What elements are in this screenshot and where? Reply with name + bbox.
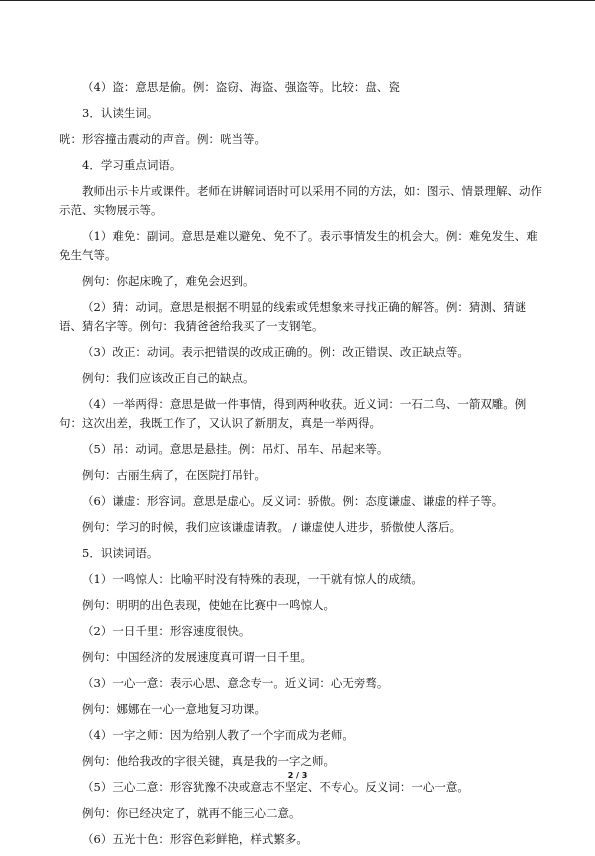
example-sentence: 例句：我们应该改正自己的缺点。: [82, 371, 255, 385]
paragraph-line: （5）吊：动词。意思是悬挂。例：吊灯、吊车、吊起来等。: [82, 442, 389, 456]
paragraph-line: （5）三心二意：形容犹豫不决或意志不坚定、不专心。反义词：一心一意。: [82, 780, 469, 794]
paragraph-line: （1）一鸣惊人：比喻平时没有特殊的表现，一干就有惊人的成绩。: [82, 572, 423, 586]
example-sentence: 例句：明明的出色表现，使她在比赛中一鸣惊人。: [82, 598, 335, 612]
paragraph-line: （4）一字之师：因为给别人教了一个字而成为老师。: [82, 728, 354, 742]
example-sentence: 例句：娜娜在一心一意地复习功课。: [82, 702, 266, 716]
section-heading: 5．识读词语。: [82, 546, 159, 560]
example-sentence: 例句：他给我改的字很关键，真是我的一字之师。: [82, 754, 335, 768]
page-number: 2 / 3: [287, 771, 308, 780]
paragraph-line: （3）一心一意：表示心思、意念专一。近义词：心无旁骛。: [82, 676, 389, 690]
paragraph-line: （6）谦虚：形容词。意思是虚心。反义词：骄傲。例：态度谦虚、谦虚的样子等。: [82, 494, 504, 508]
paragraph-line: （3）改正：动词。表示把错误的改成正确的。例：改正错误、改正缺点等。: [82, 345, 469, 359]
paragraph-line: （6）五光十色：形容色彩鲜艳，样式繁多。: [82, 832, 308, 846]
top-border-line: [0, 0, 595, 1]
example-sentence: 例句：学习的时候，我们应该谦虚请教。 / 谦虚使人进步，骄傲使人落后。: [82, 520, 462, 534]
paragraph-line: （4）一举两得：意思是做一件事情，得到两种收获。近义词：一石二鸟、一箭双雕。例句：这次出差，我既工作了，又认识了新朋友，真是一举两得。: [59, 397, 527, 430]
section-heading: 4．学习重点词语。: [82, 158, 182, 172]
paragraph-line: 教师出示卡片或课件。老师在讲解词语时可以采用不同的方法，如：图示、情景理解、动作示范、实物展示等。: [59, 184, 542, 217]
example-sentence: 例句：古丽生病了，在医院打吊针。: [82, 468, 266, 482]
paragraph-line: （1）难免：副词。意思是难以避免、免不了。表示事情发生的机会大。例：难免发生、难免生气等。: [59, 229, 538, 262]
example-sentence: 例句：中国经济的发展速度真可谓一日千里。: [82, 650, 312, 664]
section-heading: 3．认读生词。: [82, 106, 159, 120]
paragraph-line: （2）一日千里：形容速度很快。: [82, 624, 251, 638]
example-sentence: 例句：你已经决定了，就再不能三心二意。: [82, 806, 301, 820]
paragraph-line: 咣：形容撞击震动的声音。例：咣当等。: [59, 132, 266, 146]
paragraph-line: （4）盗：意思是偷。例：盗窃、海盗、强盗等。比较：盘、瓷: [82, 80, 400, 94]
document-body: [59, 78, 547, 856]
paragraph-line: （2）猜：动词。意思是根据不明显的线索或凭想象来寻找正确的解答。例：猜测、猜谜语、猜名字等。例句：我猜爸爸给我买了一支钢笔。: [59, 300, 527, 333]
example-sentence: 例句：你起床晚了，难免会迟到。: [82, 274, 255, 288]
